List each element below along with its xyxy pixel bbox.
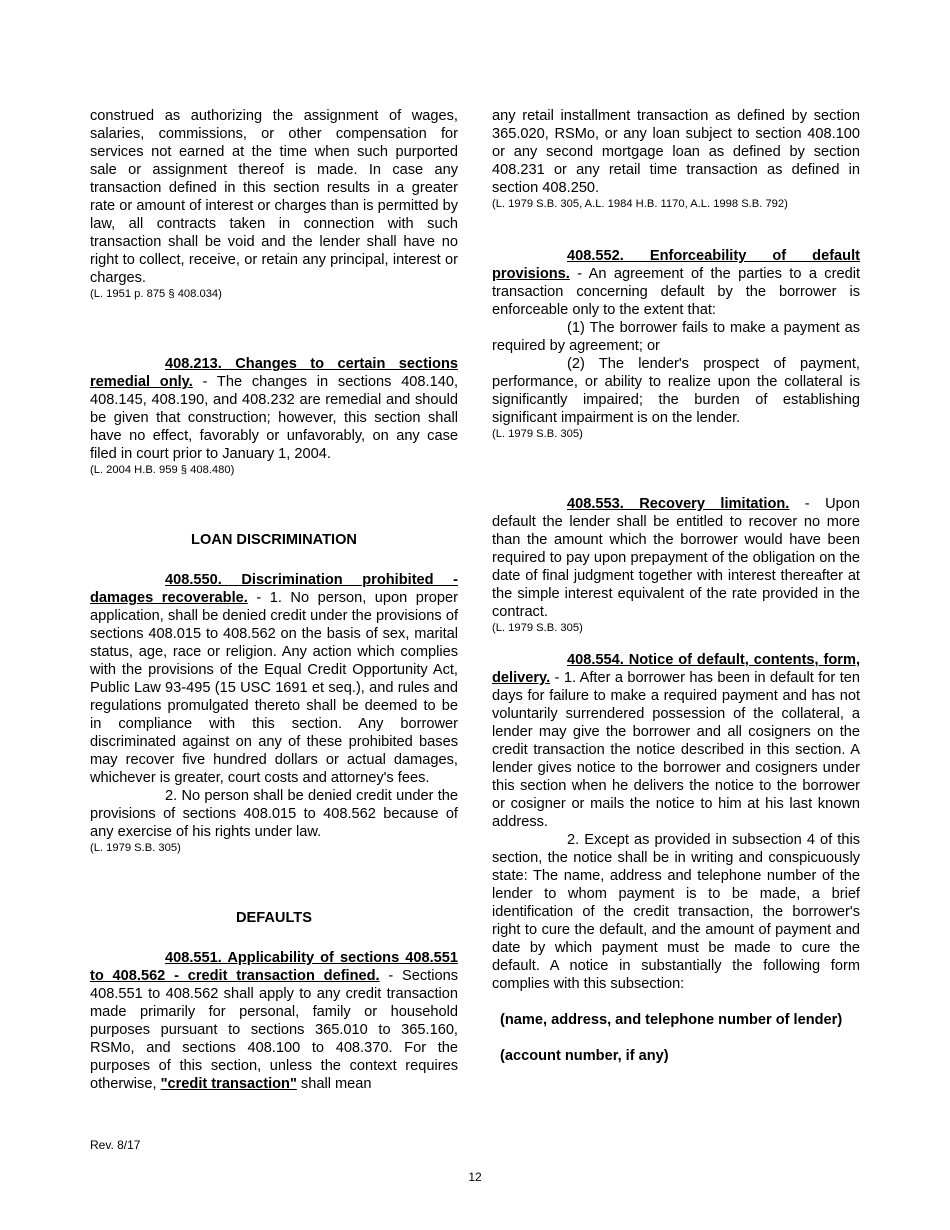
section-body: - Sections 408.551 to 408.562 shall apply to any credit transaction made primarily for personal, family or household purposes pursuant to sections 365.010 to 365.160, RSMo, and sections 408.100 to 408.370. For the purposes of this section, unless the context requires otherwise, — [90, 968, 458, 1092]
section-heading: 408.551. Applicability of sections 408.551 to 408.562 - credit transaction defined. — [90, 950, 458, 984]
right-paragraph-continued: any retail installment transaction as defined by section 365.020, RSMo, or any loan subject to section 408.100 or any second mortgage loan as defined by section 408.231 or any retail time transaction as defined in section 408.250. — [492, 108, 860, 196]
section-408-551 — [90, 949, 458, 1093]
right-column — [492, 107, 860, 1065]
history-note: (L. 1979 S.B. 305) — [492, 428, 583, 440]
history-note: (L. 1979 S.B. 305, A.L. 1984 H.B. 1170, A.L. 1998 S.B. 792) — [492, 198, 788, 210]
item-1: (1) The borrower fails to make a payment as required by agreement; or — [492, 320, 860, 354]
subsection-2: 2. Except as provided in subsection 4 of this section, the notice shall be in writing and conspicuously state: The name, address and telephone number of the lender to whom payment is to be made, a brief identification of the credit transaction, the borrower's right to cure the default, and the amount of payment and date by which payment must be made to cure the default. A notice in substantially the following form complies with this subsection: — [492, 832, 860, 992]
section-408-550 — [90, 571, 458, 787]
defaults-heading: DEFAULTS — [236, 910, 312, 926]
section-heading: 408.554. Notice of default, contents, form, delivery. — [492, 652, 860, 686]
section-body: - The changes in sections 408.140, 408.145, 408.190, and 408.232 are remedial and should be given that construction; however, this section shall have no effect, favorably or unfavorably, on any case filed in court prior to January 1, 2004. — [90, 374, 459, 462]
section-408-213 — [90, 355, 458, 463]
subsection-2: 2. No person shall be denied credit under the provisions of sections 408.015 to 408.562 because of any exercise of his rights under law. — [90, 788, 458, 840]
left-paragraph-continued: construed as authorizing the assignment of wages, salaries, commissions, or other compensation for services not earned at the time when such purported sale or assignment thereof is made. In case any transaction defined in this section results in a greater rate or amount of interest or charges than is permitted by law, all contracts taken in connection with such transaction shall be void and the lender shall have no right to collect, receive, or retain any principal, interest or charges. — [90, 108, 458, 286]
section-heading: 408.550. Discrimination prohibited - damages recoverable. — [90, 572, 458, 606]
form-line-account: (account number, if any) — [500, 1048, 669, 1064]
section-heading: 408.552. Enforceability of default provisions. — [492, 248, 860, 282]
history-note: (L. 1979 S.B. 305) — [492, 622, 583, 634]
section-408-552 — [492, 247, 860, 319]
revision-note: Rev. 8/17 — [90, 1138, 141, 1152]
page-number: 12 — [468, 1170, 482, 1184]
section-body-tail: shall mean — [296, 1076, 372, 1092]
form-line-lender: (name, address, and telephone number of lender) — [500, 1012, 843, 1028]
item-2: (2) The lender's prospect of payment, performance, or ability to realize upon the collateral is significantly impaired; the burden of establishing significant impairment is on the lender. — [492, 356, 860, 426]
defined-term: "credit transaction" — [160, 1076, 297, 1092]
section-body: - 1. After a borrower has been in default for ten days for failure to make a required payment and has not voluntarily surrendered possession of the collateral, a lender may give the borrower and all cosigners on the credit transaction the notice described in this section. A lender gives notice to the borrower and cosigners under this section when he delivers the notice to the borrower or cosigner or mails the notice to him at his last known address. — [492, 670, 860, 830]
history-note: (L. 1951 p. 875 § 408.034) — [90, 288, 222, 300]
section-heading: 408.553. Recovery limitation. — [567, 496, 790, 512]
history-note: (L. 2004 H.B. 959 § 408.480) — [90, 464, 235, 476]
section-body: - An agreement of the parties to a credit transaction concerning default by the borrower is enforceable only to the extent that: — [492, 266, 860, 318]
section-408-554 — [492, 651, 860, 831]
left-column — [90, 107, 458, 1093]
section-408-553 — [492, 495, 860, 621]
section-body: - Upon default the lender shall be entitled to recover no more than the amount which the borrower would have been required to pay upon prepayment of the obligation on the date of final judgment together with interest thereafter at the simple interest equivalent of the rate provided in the contract. — [492, 496, 860, 620]
history-note: (L. 1979 S.B. 305) — [90, 842, 181, 854]
loan-discrimination-heading: LOAN DISCRIMINATION — [191, 532, 357, 548]
section-heading: 408.213. Changes to certain sections remedial only. — [90, 356, 458, 390]
section-body: - 1. No person, upon proper application, shall be denied credit under the provisions of sections 408.015 to 408.562 on the basis of sex, marital status, age, race or religion. Any action which complies with the provisions of the Equal Credit Opportunity Act, Public Law 93-495 (15 USC 1691 et seq.), and rules and regulations promulgated thereto shall be deemed to be in compliance with this section. Any borrower discriminated against on any of these prohibited bases may recover five hundred dollars or actual damages, whichever is greater, court costs and attorney's fees. — [90, 590, 458, 786]
